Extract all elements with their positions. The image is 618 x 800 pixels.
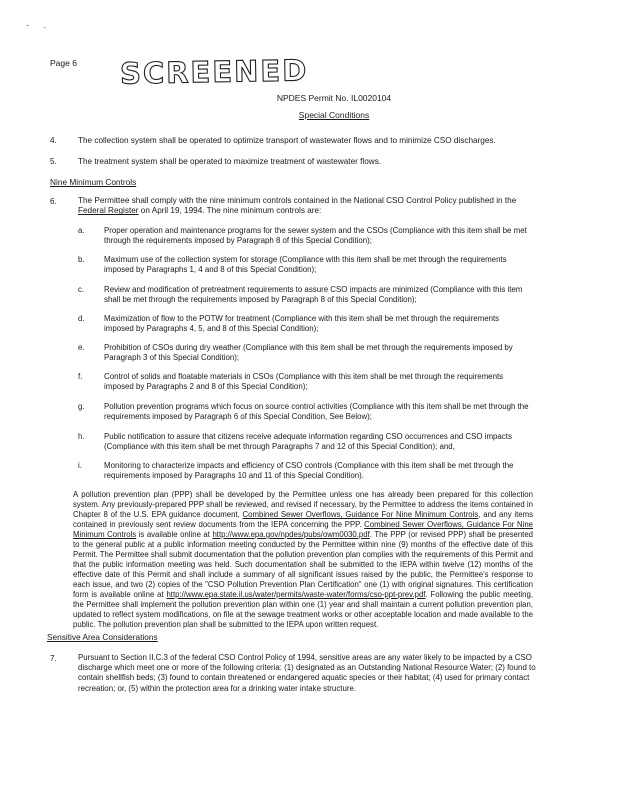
sensitive-heading: [47, 632, 158, 642]
page-number: Page 6: [50, 58, 77, 68]
list-item: Proper operation and maintenance programs for the sewer system and the CSOs (Compliance with this item shall be met through the requirements imposed by Paragraph 8 of this Special Condition);: [104, 226, 527, 246]
ppp-text: . Following the public meeting, the Permittee shall implement the pollution prevention plan within one (1) year and shall maintain a current pollution prevention plan, updated to reflect system modifications, on file at the sewage treatment works or other acceptable location and made available to the public. The pollution prevention plan shall be submitted to the IEPA upon written request.: [73, 590, 533, 629]
permit-number: NPDES Permit No. IL0020104: [276, 93, 392, 103]
epa-guidance-link[interactable]: http://www.epa.gov/npdes/pubs/owm0030.pdf: [212, 530, 370, 539]
item-number: 6.: [50, 197, 57, 206]
list-item: Monitoring to characterize impacts and efficiency of CSO controls (Compliance with this item shall be met through the requirements imposed by Paragraphs 10 and 11 of this Special Condition).: [104, 461, 514, 481]
federal-register-link: Federal Register: [78, 206, 139, 216]
item-number: 4.: [50, 136, 57, 145]
ppp-paragraph: [73, 490, 533, 630]
guidance-title: Combined Sewer Overflows, Guidance For Nine Minimum Controls: [242, 510, 479, 519]
item-6-intro-b: on April 19, 1994. The nine minimum controls are:: [138, 206, 322, 216]
nmc-heading: [50, 177, 136, 187]
item-4-text: The collection system shall be operated to optimize transport of wastewater flows and to minimize CSO discharges.: [78, 136, 496, 145]
certification-form-link[interactable]: http://www.epa.state.il.us/water/permits/waste-water/forms/cso-ppt-prev.pdf: [166, 590, 426, 599]
list-item: Pollution prevention programs which focus on source control activities (Compliance with this item shall be met through the requirements imposed by Paragraph 6 of this Special Condition, See Below);: [104, 402, 529, 422]
item-5-text: The treatment system shall be operated to maximize treatment of wastewater flows.: [78, 157, 382, 166]
screened-stamp: SCREENED: [119, 53, 309, 91]
list-item-letter: h.: [78, 432, 85, 441]
section-title: [0, 110, 618, 120]
nmc-heading-text: Nine Minimum Controls: [50, 177, 137, 187]
item-6-intro: [78, 196, 533, 217]
item-7-text: Pursuant to Section II.C.3 of the federal CSO Control Policy of 1994, sensitive areas are any water likely to be impacted by a CSO discharge which meet one or more of the following criteria: (1) designated as an Outstanding National Resource Water; (2) found to contain shellfish beds; (3) found to contain threatened or endangered aquatic species or their habitat; (4) used for primary contact recreation; or, (5) within the protection area for a drinking water intake structure.: [78, 653, 536, 693]
list-item-letter: b.: [78, 255, 85, 264]
list-item-letter: f.: [78, 372, 83, 381]
section-title-text: Special Conditions: [298, 110, 370, 120]
scan-specks: - .: [26, 20, 52, 30]
list-item-letter: e.: [78, 343, 85, 352]
list-item: Maximum use of the collection system for storage (Compliance with this item shall be met through the requirements imposed by Paragraphs 1, 4 and 8 of this Special Condition);: [104, 255, 507, 275]
item-number: 7.: [50, 654, 57, 663]
ppp-text: A pollution prevention plan (PPP) shall be developed by the Permittee unless one has already been prepared for this collection system. Any previously-prepared PPP shall be reviewed, and revised if necessary, by the Permittee to address the items contained in Chapter 8 of the U.S. EPA guidance document,: [73, 490, 533, 519]
list-item: Control of solids and floatable materials in CSOs (Compliance with this item shall be met through the requirements imposed by Paragraphs 2 and 8 of this Special Condition);: [104, 372, 504, 392]
list-item: Public notification to assure that citizens receive adequate information regarding CSO occurrences and CSO impacts (Compliance with this item shall be met through Paragraphs 7 and 12 of this Special Condition); and,: [104, 432, 512, 452]
sensitive-heading-text: Sensitive Area Considerations: [47, 632, 158, 642]
list-item-letter: c.: [78, 285, 85, 294]
list-item-letter: d.: [78, 314, 85, 323]
ppp-text: . The PPP (or revised PPP) shall be presented to the general public at a public information meeting conducted by the Permittee within nine (9) months of the effective date of this Permit. The Permittee shall submit documentation that the pollution prevention plan complies with the requirements of this Permit and that the public information meeting was held. Such documentation shall be submitted to the IEPA within twelve (12) months of the effective date of this Permit and shall include a summary of all significant issues raised by the public, the Permittee's response to each issue, and two (2) copies of the "CSO Pollution Prevention Plan Certification" one (1) with original signatures. This certification form is available online at: [73, 530, 534, 599]
list-item-letter: i.: [78, 461, 82, 470]
guidance-title: Combined Sewer Overflows, Guidance For Nine Minimum Controls: [73, 520, 533, 539]
ppp-text: , and any items contained in previously sent review documents from the IEPA concerning the PPP.: [73, 510, 534, 529]
list-item: Review and modification of pretreatment requirements to assure CSO impacts are minimized (Compliance with this item shall be met through the requirements imposed by Paragraph 8 of this Special Condition);: [104, 285, 523, 305]
item-6-intro-a: The Permittee shall comply with the nine minimum controls contained in the National CSO Control Policy published in the: [78, 196, 517, 205]
list-item: Maximization of flow to the POTW for treatment (Compliance with this item shall be met through the requirements imposed by Paragraphs 4, 5, and 8 of this Special Condition);: [104, 314, 500, 334]
list-item-letter: a.: [78, 226, 85, 235]
ppp-text: is available online at: [136, 530, 213, 539]
list-item-letter: g.: [78, 402, 85, 411]
list-item: Prohibition of CSOs during dry weather (Compliance with this item shall be met through the requirements imposed by Paragraph 3 of this Special Condition);: [104, 343, 513, 363]
item-number: 5.: [50, 157, 57, 166]
